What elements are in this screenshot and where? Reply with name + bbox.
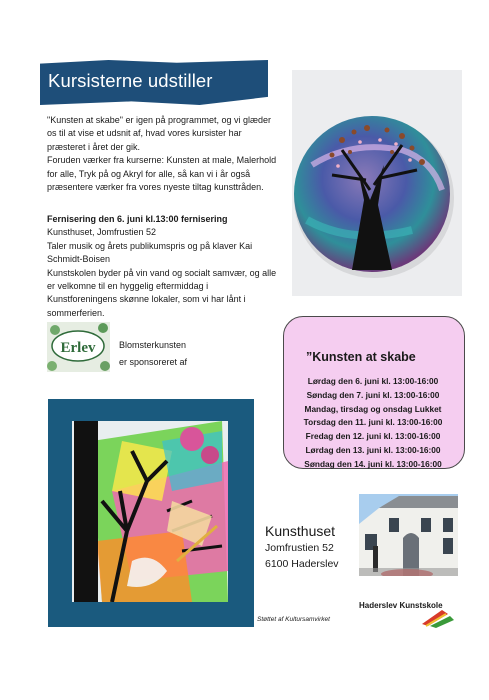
- schedule-item: Mandag, tirsdag og onsdag Lukket: [304, 403, 442, 414]
- school-logo-text: Haderslev Kunstskole: [359, 601, 443, 610]
- round-painting-image: [292, 70, 462, 296]
- sponsor-line: Blomsterkunsten: [119, 340, 187, 350]
- address-title: Kunsthuset: [265, 523, 336, 539]
- sponsor-line: er sponsoreret af: [119, 357, 188, 367]
- fernisering-line: Kunstskolen byder på vin vand og socialt samvær, og alle er velkomne til en hyggelig eftermiddag i Kunstforeningens skønne lokaler, som vi har lånt i sommerferien.: [47, 267, 277, 318]
- intro-text: [47, 114, 279, 194]
- address-city: 6100 Haderslev: [265, 558, 339, 570]
- fernisering-line: Kunsthuset, Jomfrustien 52: [47, 227, 157, 238]
- page-title: Kursisterne udstiller: [48, 70, 213, 91]
- sponsor-text: [119, 337, 187, 371]
- schedule-item: Lørdag den 6. juni kl. 13:00-16:00: [307, 376, 439, 386]
- schedule-item: Søndag den 7. juni kl. 13:00-16:00: [306, 389, 440, 400]
- erlev-logo-graphic: [47, 322, 110, 372]
- address-street: Jomfrustien 52: [265, 542, 334, 554]
- support-note: Støttet af Kultursamvirket: [257, 616, 330, 623]
- fernisering-heading: Fernisering den 6. juni kl.13:00 fernisering: [47, 214, 228, 224]
- schedule-item: Lørdag den 13. juni kl. 13:00-16:00: [305, 444, 441, 455]
- schedule-list: [283, 375, 463, 472]
- schedule-item: Fredag den 12. juni kl. 13:00-16:00: [305, 431, 441, 442]
- painting-frame: [48, 399, 254, 627]
- school-logo-icon: [420, 608, 456, 633]
- framed-painting: [72, 421, 228, 602]
- sponsor-logo-text: Erlev: [60, 340, 96, 356]
- schedule-item: Søndag den 14. juni kl. 13:00-16:00: [304, 458, 442, 469]
- fernisering-line: Taler musik og årets publikumspris og på klaver Kai Schmidt-Boisen: [47, 240, 253, 265]
- round-painting-photo: [292, 70, 462, 296]
- sponsor-logo: [47, 322, 110, 372]
- schedule-item: Torsdag den 11. juni kl. 13:00-16:00: [303, 417, 443, 428]
- school-building-photo: [359, 494, 458, 576]
- address-block: [265, 522, 339, 572]
- intro-paragraph: Foruden værker fra kurserne: Kunsten at male, Malerhold for alle, Tryk på og Akryl for alle, så kan vi i år også præsentere værker fra vores nyeste tiltag kunsttråden.: [47, 155, 277, 193]
- intro-paragraph: "Kunsten at skabe" er igen på programmet, og vi glæder os til at vise et udsnit af, hvad vores kursister har præsteret i året der gik.: [47, 115, 272, 152]
- framed-painting-image: [72, 421, 228, 602]
- school-building-image: [359, 494, 458, 576]
- fernisering-block: [47, 213, 279, 320]
- schedule-title: ”Kunsten at skabe: [306, 350, 416, 364]
